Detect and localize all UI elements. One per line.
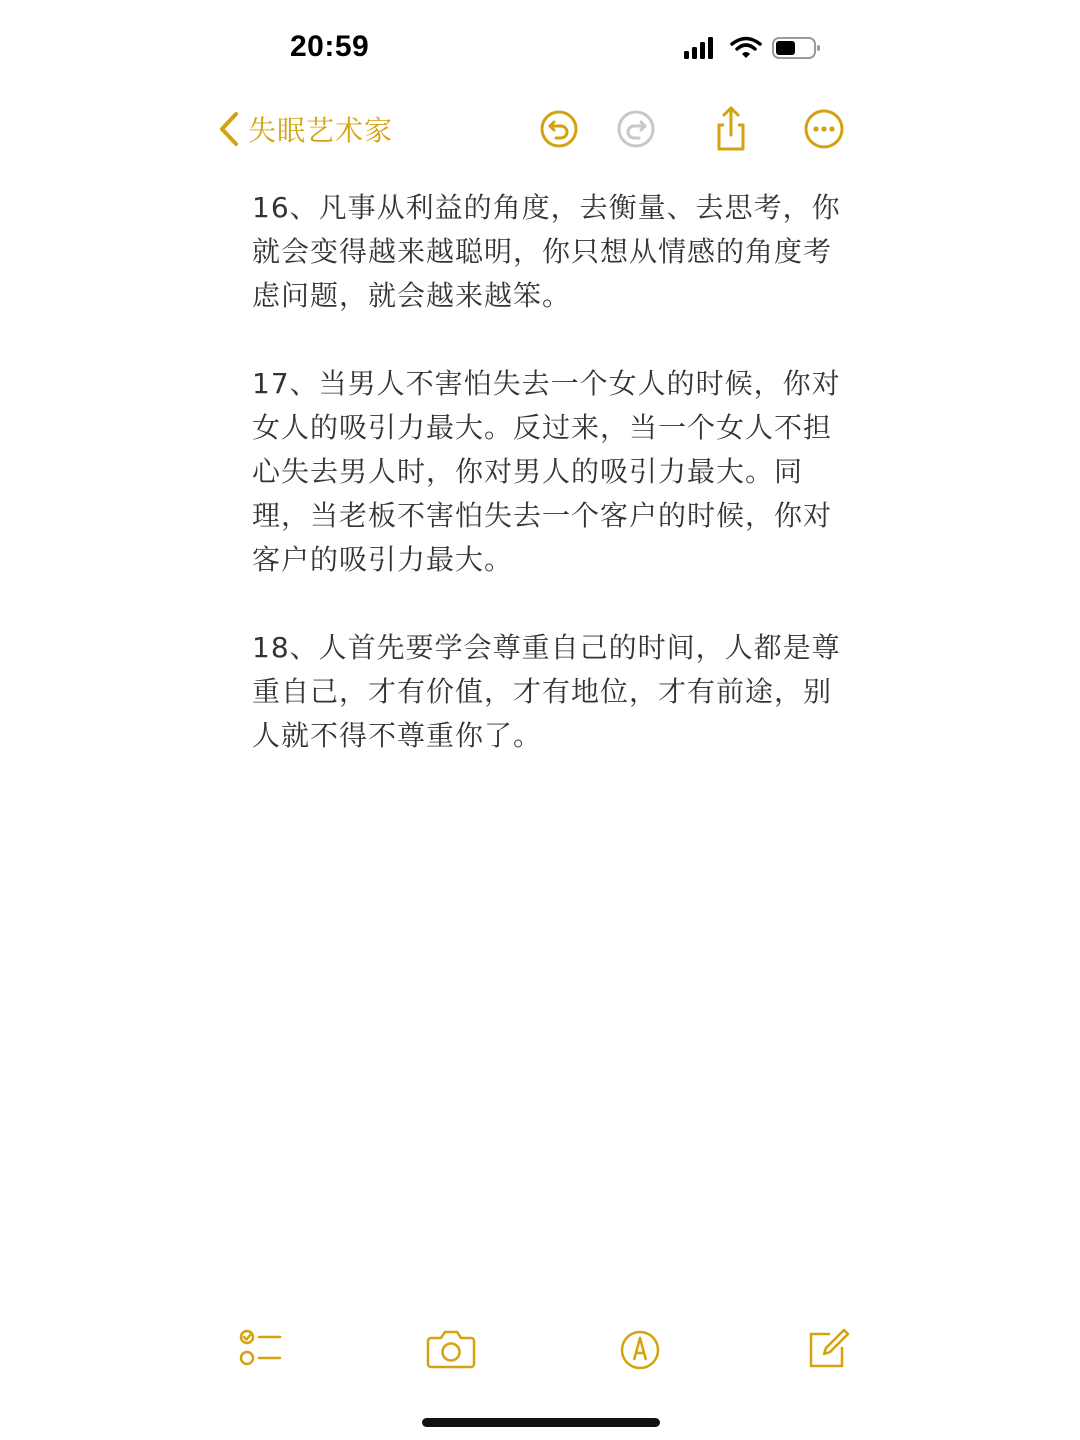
- more-icon: [800, 105, 848, 153]
- more-button[interactable]: [800, 105, 848, 153]
- undo-icon: [535, 105, 583, 153]
- markup-button[interactable]: [612, 1322, 668, 1378]
- note-paragraph: 17、当男人不害怕失去一个女人的时候，你对女人的吸引力最大。反过来，当一个女人不担心失去男人时，你对男人的吸引力最大。同理，当老板不害怕失去一个客户的时候，你对客户的吸引力最大。: [252, 367, 841, 576]
- checklist-button[interactable]: [234, 1322, 290, 1378]
- bottom-toolbar: [0, 1322, 1080, 1378]
- compose-button[interactable]: [800, 1322, 856, 1378]
- nav-bar: [0, 95, 1080, 165]
- checklist-icon: [234, 1322, 290, 1378]
- camera-button[interactable]: [423, 1322, 479, 1378]
- share-button[interactable]: [707, 105, 755, 153]
- note-body[interactable]: [252, 186, 842, 802]
- redo-button[interactable]: [612, 105, 660, 153]
- status-time: 20:59: [290, 30, 370, 63]
- redo-icon: [612, 105, 660, 153]
- share-icon: [707, 105, 755, 153]
- note-paragraph: 18、人首先要学会尊重自己的时间，人都是尊重自己，才有价值，才有地位，才有前途，别人就不得不尊重你了。: [252, 631, 841, 752]
- home-indicator[interactable]: [422, 1418, 660, 1427]
- undo-button[interactable]: [535, 105, 583, 153]
- back-button[interactable]: [218, 105, 393, 153]
- note-paragraph: 16、凡事从利益的角度，去衡量、去思考，你就会变得越来越聪明，你只想从情感的角度考虑问题，就会越来越笨。: [252, 191, 841, 312]
- markup-icon: [612, 1322, 668, 1378]
- camera-icon: [423, 1322, 479, 1378]
- back-label: 失眠艺术家: [248, 114, 394, 147]
- chevron-left-icon: [218, 111, 240, 147]
- compose-icon: [800, 1322, 856, 1378]
